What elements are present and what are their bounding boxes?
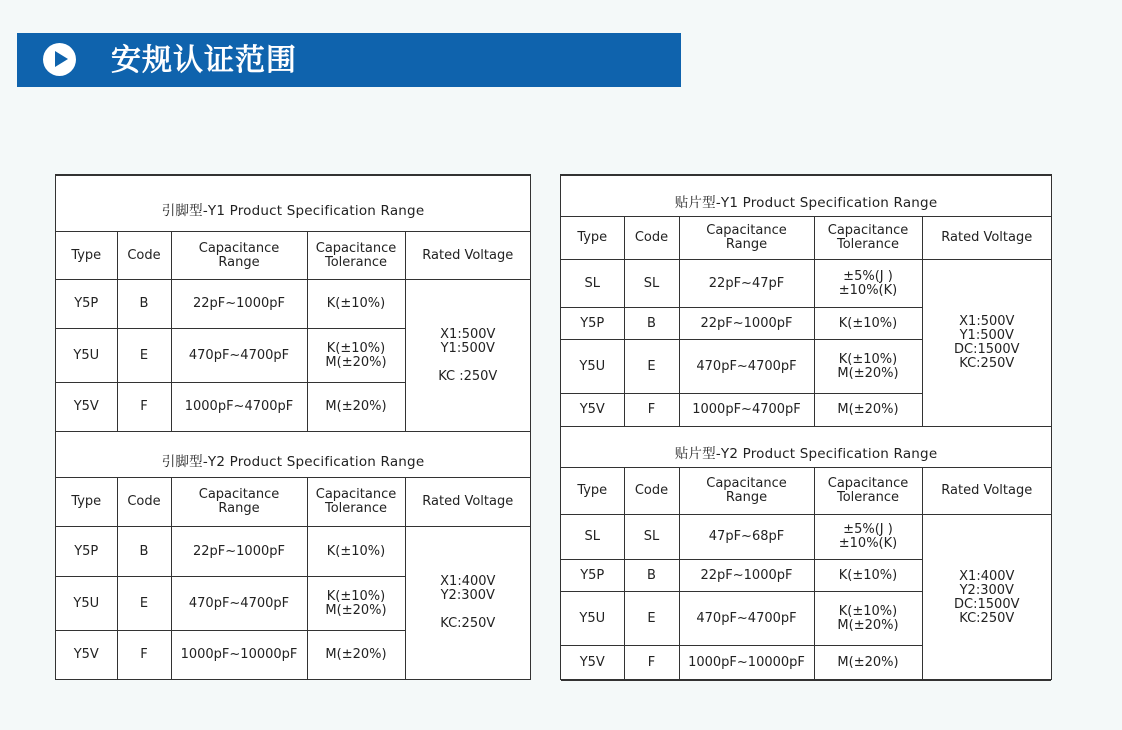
- rated-voltage-cell-line: X1:400V: [959, 568, 1015, 584]
- rated-voltage-cell-line: X1:500V: [959, 314, 1015, 329]
- tolerance-cell-line: K(±10%): [326, 296, 386, 311]
- code-cell: E: [647, 610, 656, 626]
- type-cell: Y5P: [580, 567, 605, 583]
- tolerance-cell-line: K(±10%): [326, 588, 386, 604]
- tolerance-cell: [325, 590, 386, 618]
- tolerance-cell-line: M(±20%): [837, 365, 899, 381]
- tolerance-header: [316, 488, 396, 516]
- rated-voltage-cell-line: X1:500V: [440, 326, 496, 342]
- table-title: 贴片型-Y1 Product Specification Range: [674, 195, 938, 211]
- tolerance-header: [828, 224, 908, 252]
- tolerance-cell: [839, 523, 897, 551]
- tolerance-header-line: Tolerance: [836, 237, 899, 252]
- capacitance-cell: 470pF~4700pF: [188, 595, 290, 611]
- capacitance-header-line: Capacitance: [198, 487, 280, 502]
- rated-voltage-cell-line: [440, 603, 495, 617]
- table-row: [56, 527, 530, 577]
- play-icon: [43, 43, 76, 76]
- type-cell: Y5V: [73, 399, 99, 414]
- spec-table: [56, 431, 530, 680]
- table-header-row: [561, 217, 1051, 260]
- capacitance-cell: 22pF~1000pF: [193, 296, 285, 311]
- capacitance-header-line: Range: [218, 501, 260, 516]
- type-header: Type: [71, 494, 102, 509]
- capacitance-header-line: Range: [725, 490, 768, 505]
- type-cell: Y5U: [73, 347, 100, 363]
- tolerance-header-line: Tolerance: [324, 254, 387, 270]
- page-title: 安规认证范围: [111, 43, 297, 78]
- voltage-header: Rated Voltage: [422, 494, 514, 509]
- code-cell: E: [139, 595, 149, 611]
- right-spec-panel: [560, 174, 1052, 680]
- tolerance-cell-line: ±5%(J ): [843, 268, 893, 284]
- capacitance-cell: 1000pF~10000pF: [688, 655, 805, 670]
- capacitance-cell: 22pF~1000pF: [700, 567, 793, 583]
- capacitance-header-line: Capacitance: [706, 476, 787, 491]
- tolerance-cell: [839, 317, 897, 331]
- capacitance-cell: 1000pF~10000pF: [180, 647, 298, 662]
- code-header: Code: [634, 230, 669, 245]
- tolerance-cell: [325, 400, 386, 414]
- tolerance-cell: [327, 545, 385, 559]
- type-cell: Y5V: [579, 402, 605, 417]
- spec-table: [561, 175, 1051, 427]
- tolerance-cell-line: ±10%(K): [838, 282, 898, 298]
- rated-voltage-cell: [954, 570, 1019, 626]
- type-cell: Y5U: [579, 358, 606, 374]
- capacitance-cell: 47pF~68pF: [708, 529, 785, 544]
- table-header-row: [56, 232, 530, 280]
- capacitance-cell: 470pF~4700pF: [696, 358, 797, 374]
- tolerance-cell-line: K(±10%): [326, 340, 386, 356]
- code-cell: SL: [643, 275, 660, 291]
- tolerance-cell: [839, 569, 897, 583]
- capacitance-header: [706, 224, 786, 252]
- code-cell: B: [139, 296, 149, 311]
- code-cell: B: [647, 567, 656, 583]
- capacitance-header-line: Range: [218, 254, 260, 270]
- type-cell: Y5U: [579, 610, 606, 626]
- code-header: Code: [634, 483, 669, 498]
- tolerance-header-line: Tolerance: [836, 490, 899, 505]
- capacitance-cell: 22pF~1000pF: [700, 315, 793, 331]
- capacitance-cell: 470pF~4700pF: [188, 347, 290, 363]
- type-header: Type: [577, 230, 608, 245]
- rated-voltage-cell-line: Y1:500V: [440, 340, 495, 356]
- voltage-header: Rated Voltage: [422, 247, 514, 263]
- tolerance-cell-line: M(±20%): [837, 617, 899, 633]
- code-header: Code: [127, 494, 161, 509]
- tolerance-cell-line: K(±10%): [838, 567, 898, 583]
- capacitance-cell: 1000pF~4700pF: [692, 402, 801, 417]
- tolerance-cell-line: K(±10%): [838, 351, 898, 367]
- rated-voltage-cell-line: X1:400V: [440, 574, 496, 589]
- voltage-header: Rated Voltage: [941, 230, 1033, 245]
- capacitance-header: [199, 242, 279, 270]
- capacitance-cell: 470pF~4700pF: [696, 610, 797, 626]
- code-cell: F: [140, 399, 148, 414]
- capacitance-header-line: Capacitance: [198, 240, 280, 256]
- tolerance-header-line: Capacitance: [315, 487, 397, 502]
- type-header: Type: [71, 247, 102, 263]
- rated-voltage-cell-line: [438, 356, 497, 370]
- tolerance-header-line: Tolerance: [324, 501, 387, 516]
- code-cell: F: [647, 402, 656, 417]
- table-title: 引脚型-Y1 Product Specification Range: [161, 202, 425, 219]
- tolerance-header-line: Capacitance: [827, 476, 909, 491]
- left-spec-panel: [55, 174, 531, 680]
- code-cell: F: [647, 655, 656, 670]
- tolerance-cell: [327, 297, 385, 311]
- code-header: Code: [127, 247, 161, 263]
- tolerance-cell: [837, 656, 898, 670]
- code-cell: B: [647, 315, 656, 331]
- table-row: [561, 260, 1051, 308]
- capacitance-header-line: Range: [725, 237, 768, 252]
- type-cell: Y5V: [73, 647, 99, 662]
- tolerance-cell-line: ±10%(K): [838, 536, 898, 551]
- rated-voltage-cell: [438, 328, 497, 384]
- rated-voltage-cell-line: KC:250V: [959, 610, 1015, 626]
- table-row: [561, 515, 1051, 560]
- tolerance-cell: [325, 342, 386, 370]
- tolerance-cell-line: M(±20%): [837, 402, 899, 417]
- capacitance-cell: 1000pF~4700pF: [184, 399, 294, 414]
- tolerance-header: [316, 242, 396, 270]
- type-cell: Y5P: [74, 296, 99, 311]
- spec-table: [56, 175, 530, 432]
- tolerance-cell-line: M(±20%): [325, 399, 387, 414]
- spec-table: [561, 426, 1051, 681]
- code-cell: B: [139, 543, 149, 559]
- type-cell: Y5P: [74, 543, 99, 559]
- capacitance-header: [199, 488, 279, 516]
- capacitance-header: [706, 477, 786, 505]
- type-cell: SL: [584, 529, 600, 544]
- tolerance-cell-line: M(±20%): [325, 354, 387, 370]
- rated-voltage-cell: [954, 315, 1019, 371]
- tolerance-header: [828, 477, 908, 505]
- rated-voltage-cell-line: Y2:300V: [959, 582, 1014, 598]
- code-cell: E: [647, 358, 656, 374]
- rated-voltage-cell: [440, 575, 495, 631]
- type-cell: Y5V: [579, 655, 605, 670]
- rated-voltage-cell-line: KC:250V: [440, 616, 496, 631]
- rated-voltage-cell-line: KC :250V: [438, 368, 498, 384]
- tolerance-cell: [325, 648, 386, 662]
- table-title: 引脚型-Y2 Product Specification Range: [161, 453, 425, 470]
- tolerance-cell-line: ±5%(J ): [843, 522, 893, 537]
- rated-voltage-cell-line: DC:1500V: [954, 596, 1020, 612]
- voltage-header: Rated Voltage: [941, 483, 1033, 498]
- capacitance-cell: 22pF~1000pF: [193, 543, 285, 559]
- tolerance-cell-line: K(±10%): [838, 315, 898, 331]
- table-header-row: [561, 468, 1051, 515]
- table-row: [56, 280, 530, 329]
- rated-voltage-cell-line: Y2:300V: [440, 588, 495, 603]
- capacitance-cell: 22pF~47pF: [708, 275, 785, 291]
- tolerance-cell: [837, 353, 898, 381]
- type-cell: SL: [584, 275, 600, 291]
- tolerance-cell-line: M(±20%): [325, 647, 387, 662]
- tolerance-cell-line: M(±20%): [325, 602, 387, 618]
- type-cell: Y5U: [73, 595, 100, 611]
- header-bar: [17, 33, 681, 87]
- tolerance-header-line: Capacitance: [315, 240, 397, 256]
- type-cell: Y5P: [580, 315, 605, 331]
- code-cell: F: [140, 647, 148, 662]
- code-cell: SL: [643, 529, 660, 544]
- tolerance-cell: [839, 270, 897, 298]
- table-header-row: [56, 478, 530, 527]
- tolerance-cell: [837, 605, 898, 633]
- rated-voltage-cell-line: KC:250V: [959, 356, 1015, 371]
- table-title: 贴片型-Y2 Product Specification Range: [674, 446, 938, 462]
- code-cell: E: [139, 347, 149, 363]
- type-header: Type: [577, 483, 608, 498]
- tolerance-header-line: Capacitance: [827, 223, 909, 238]
- tolerance-cell-line: K(±10%): [838, 603, 898, 619]
- rated-voltage-cell-line: DC:1500V: [954, 342, 1020, 357]
- tolerance-cell-line: M(±20%): [837, 655, 899, 670]
- rated-voltage-cell-line: Y1:500V: [959, 328, 1014, 343]
- tolerance-cell: [837, 403, 898, 417]
- capacitance-header-line: Capacitance: [706, 223, 787, 238]
- tolerance-cell-line: K(±10%): [326, 543, 386, 559]
